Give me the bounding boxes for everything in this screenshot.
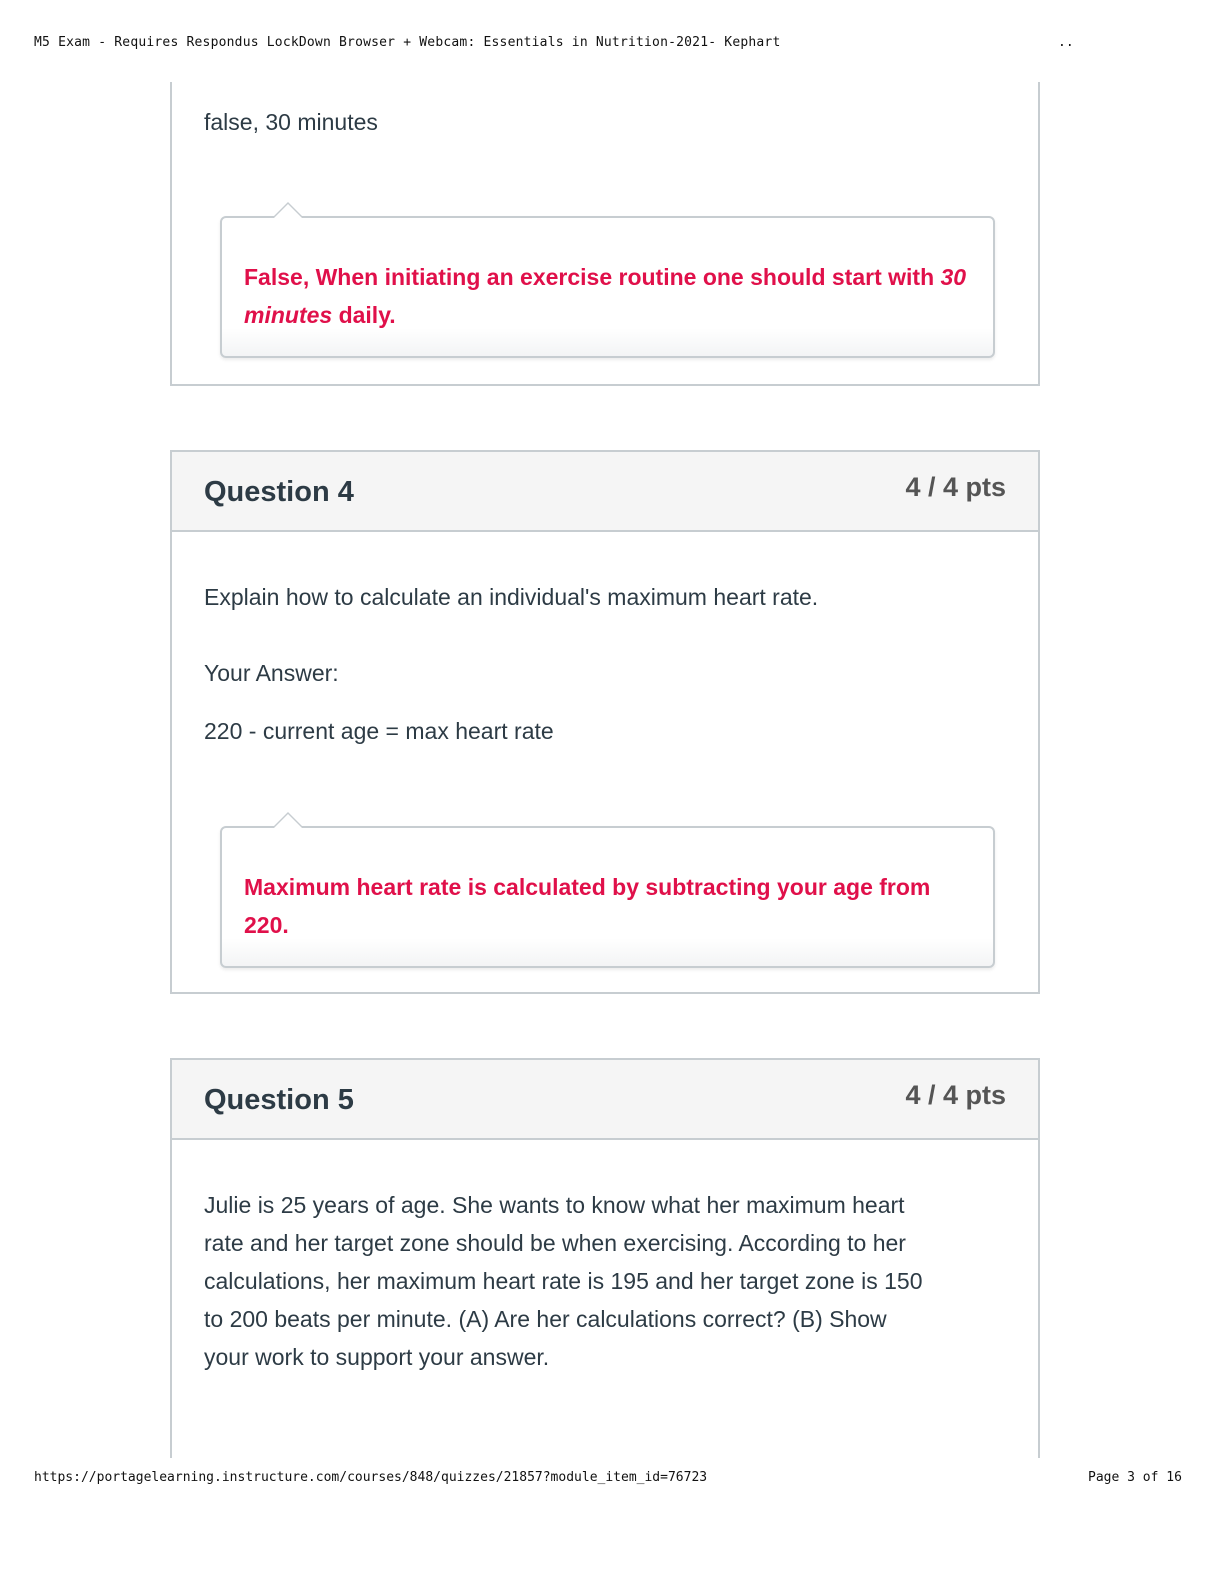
print-footer-page-number: Page 3 of 16	[1088, 1470, 1182, 1485]
question-5-prompt-line: rate and her target zone should be when exercising. According to her	[204, 1230, 906, 1256]
question-4-prompt: Explain how to calculate an individual's maximum heart rate.	[204, 584, 819, 610]
question-4-feedback-box	[220, 826, 995, 968]
print-header-title: M5 Exam - Requires Respondus LockDown Browser + Webcam: Essentials in Nutrition-2021- Kephart	[34, 35, 781, 50]
feedback-pointer-icon	[272, 812, 304, 828]
question-3-answer: false, 30 minutes	[204, 109, 378, 135]
question-3-card-continued	[170, 82, 1040, 386]
question-4-feedback-text: Maximum heart rate is calculated by subtracting your age from 220.	[244, 874, 931, 938]
question-5-prompt-line: your work to support your answer.	[204, 1344, 550, 1370]
question-5-prompt	[204, 1186, 923, 1376]
question-3-feedback-box	[220, 216, 995, 358]
question-5-prompt-line: Julie is 25 years of age. She wants to know what her maximum heart	[204, 1192, 905, 1218]
question-5-prompt-line: to 200 beats per minute. (A) Are her calculations correct? (B) Show	[204, 1306, 887, 1332]
question-3-feedback-text: False, When initiating an exercise routine one should start with 30 minutes daily.	[244, 264, 967, 328]
question-4-answer-label: Your Answer:	[204, 660, 339, 686]
question-4-points: 4 / 4 pts	[905, 472, 1006, 502]
question-5-prompt-line: calculations, her maximum heart rate is 195 and her target zone is 150	[204, 1268, 923, 1294]
print-footer-url: https://portagelearning.instructure.com/courses/848/quizzes/21857?module_item_id=76723	[34, 1470, 708, 1485]
question-5-points: 4 / 4 pts	[905, 1080, 1006, 1110]
question-5-title: Question 5	[204, 1084, 354, 1116]
question-4-header	[172, 452, 1038, 532]
question-3-feedback-emphasis: 30 minutes	[244, 264, 967, 328]
print-header-dots: ..	[1058, 35, 1074, 50]
question-5-header	[172, 1060, 1038, 1140]
feedback-pointer-icon	[272, 202, 304, 218]
question-4-title: Question 4	[204, 476, 354, 508]
question-5-card	[170, 1058, 1040, 1458]
question-4-answer: 220 - current age = max heart rate	[204, 718, 554, 744]
question-4-card	[170, 450, 1040, 994]
